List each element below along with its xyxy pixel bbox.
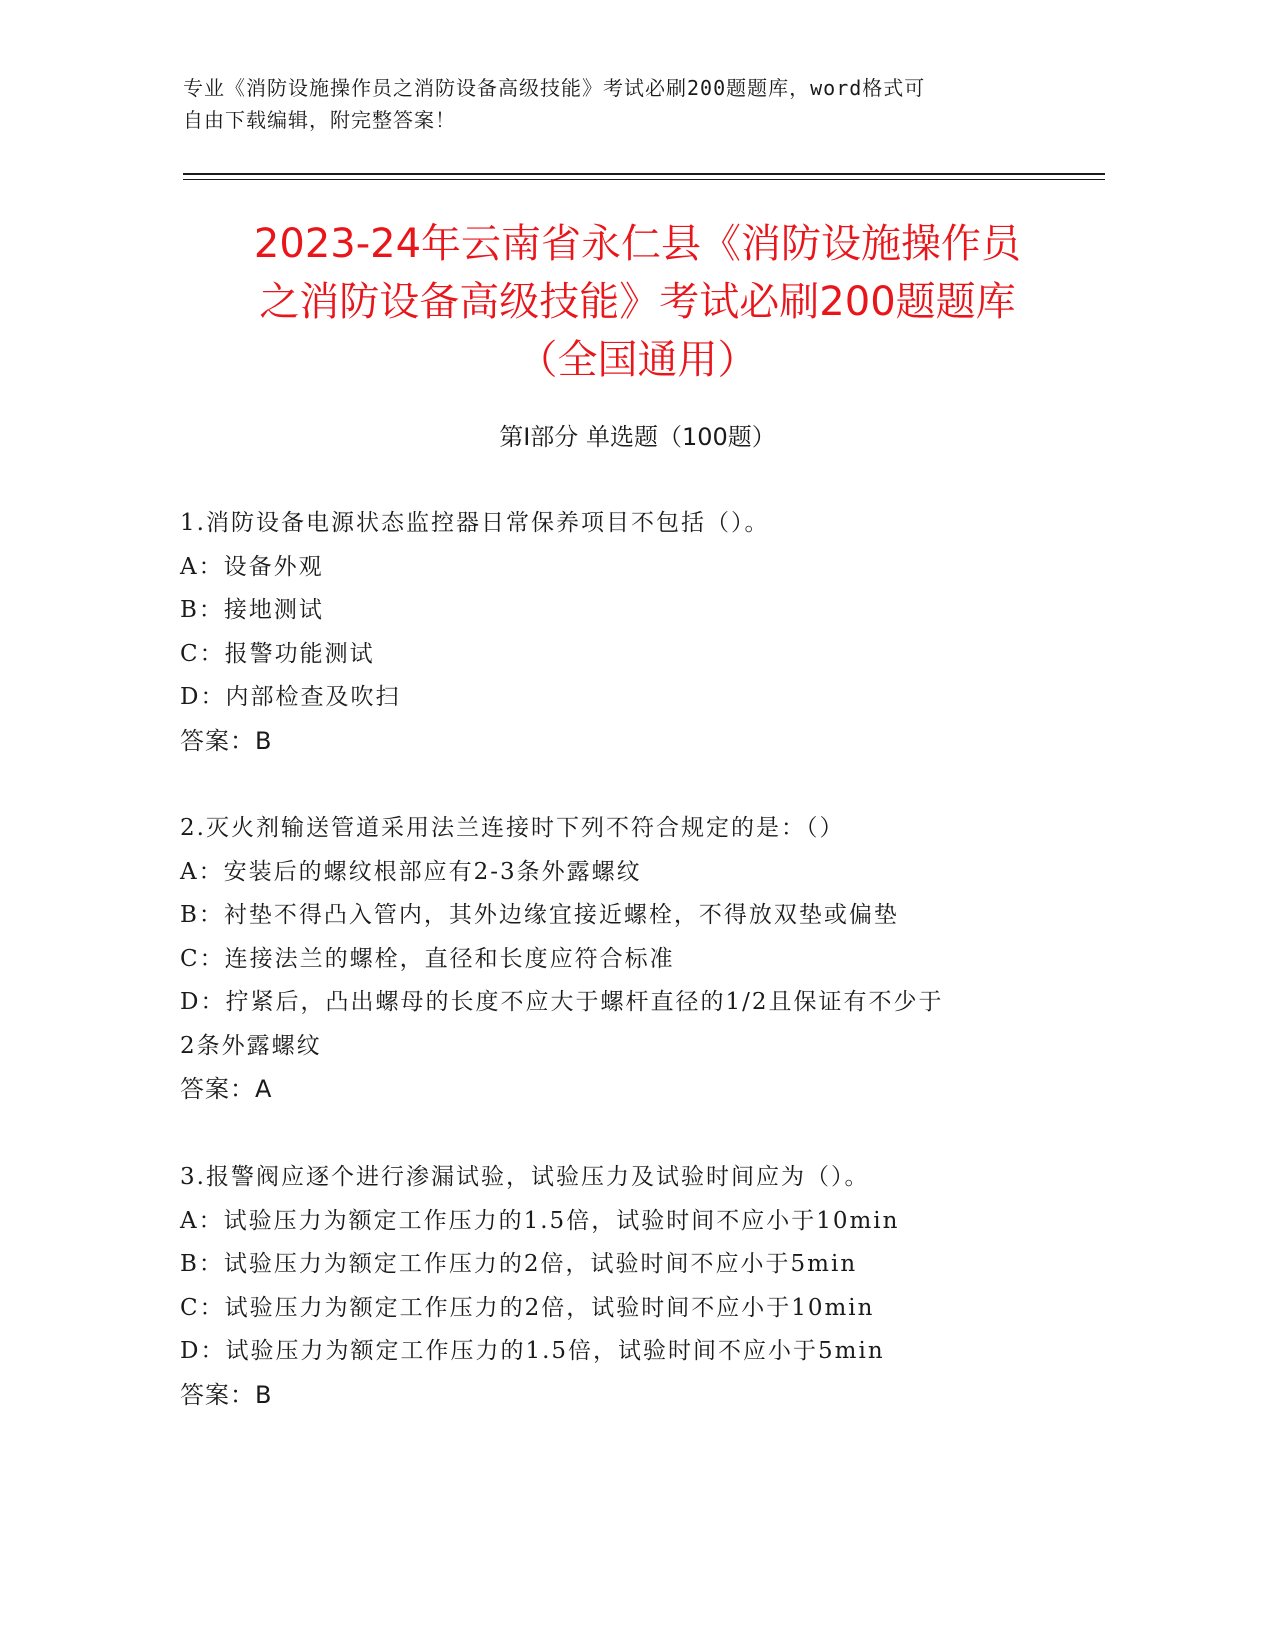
answer: 答案：B (180, 1380, 273, 1409)
document-title-line-3: （全国通用） (517, 337, 758, 383)
header-divider-thin (183, 179, 1105, 180)
option-a: A：设备外观 (180, 553, 324, 580)
question-1 (180, 502, 1050, 763)
option-c: C：连接法兰的螺栓，直径和长度应符合标准 (180, 945, 675, 972)
answer: 答案：A (180, 1075, 273, 1103)
document-title-line-2: 之消防设备高级技能》考试必刷200题题库 (259, 279, 1016, 325)
document-title-line-1: 2023-24年云南省永仁县《消防设施操作员 (253, 221, 1022, 267)
option-d: D：拧紧后，凸出螺母的长度不应大于螺杆直径的1/2且保证有不少于 (180, 989, 944, 1015)
header-note (183, 72, 1063, 136)
question-stem: 2.灭火剂输送管道采用法兰连接时下列不符合规定的是：（） (180, 815, 845, 841)
question-stem: 3.报警阀应逐个进行渗漏试验，试验压力及试验时间应为（）。 (180, 1164, 870, 1190)
option-d: D：试验压力为额定工作压力的1.5倍，试验时间不应小于5min (180, 1338, 885, 1364)
answer: 答案：B (180, 726, 273, 755)
option-a: A：试验压力为额定工作压力的1.5倍，试验时间不应小于10min (180, 1207, 900, 1234)
question-stem: 1.消防设备电源状态监控器日常保养项目不包括（）。 (180, 510, 770, 536)
header-note-line-2: 自由下载编辑，附完整答案！ (183, 108, 456, 132)
option-d-continued: 2条外露螺纹 (180, 1032, 322, 1059)
option-c: C：试验压力为额定工作压力的2倍，试验时间不应小于10min (180, 1294, 875, 1321)
option-b: B：试验压力为额定工作压力的2倍，试验时间不应小于5min (180, 1251, 858, 1277)
option-d: D：内部检查及吹扫 (180, 684, 401, 710)
option-b: B：接地测试 (180, 597, 324, 623)
header-note-line-1: 专业《消防设施操作员之消防设备高级技能》考试必刷200题题库，word格式可 (183, 76, 926, 100)
question-2 (180, 807, 1050, 1112)
section-title: 第Ⅰ部分 单选题（100题） (499, 423, 776, 451)
header-divider-thick (183, 173, 1105, 175)
document-title (140, 215, 1135, 389)
option-b: B：衬垫不得凸入管内，其外边缘宜接近螺栓，不得放双垫或偏垫 (180, 902, 899, 928)
option-a: A：安装后的螺纹根部应有2-3条外露螺纹 (180, 858, 642, 885)
question-3 (180, 1156, 1050, 1417)
option-c: C：报警功能测试 (180, 640, 375, 667)
